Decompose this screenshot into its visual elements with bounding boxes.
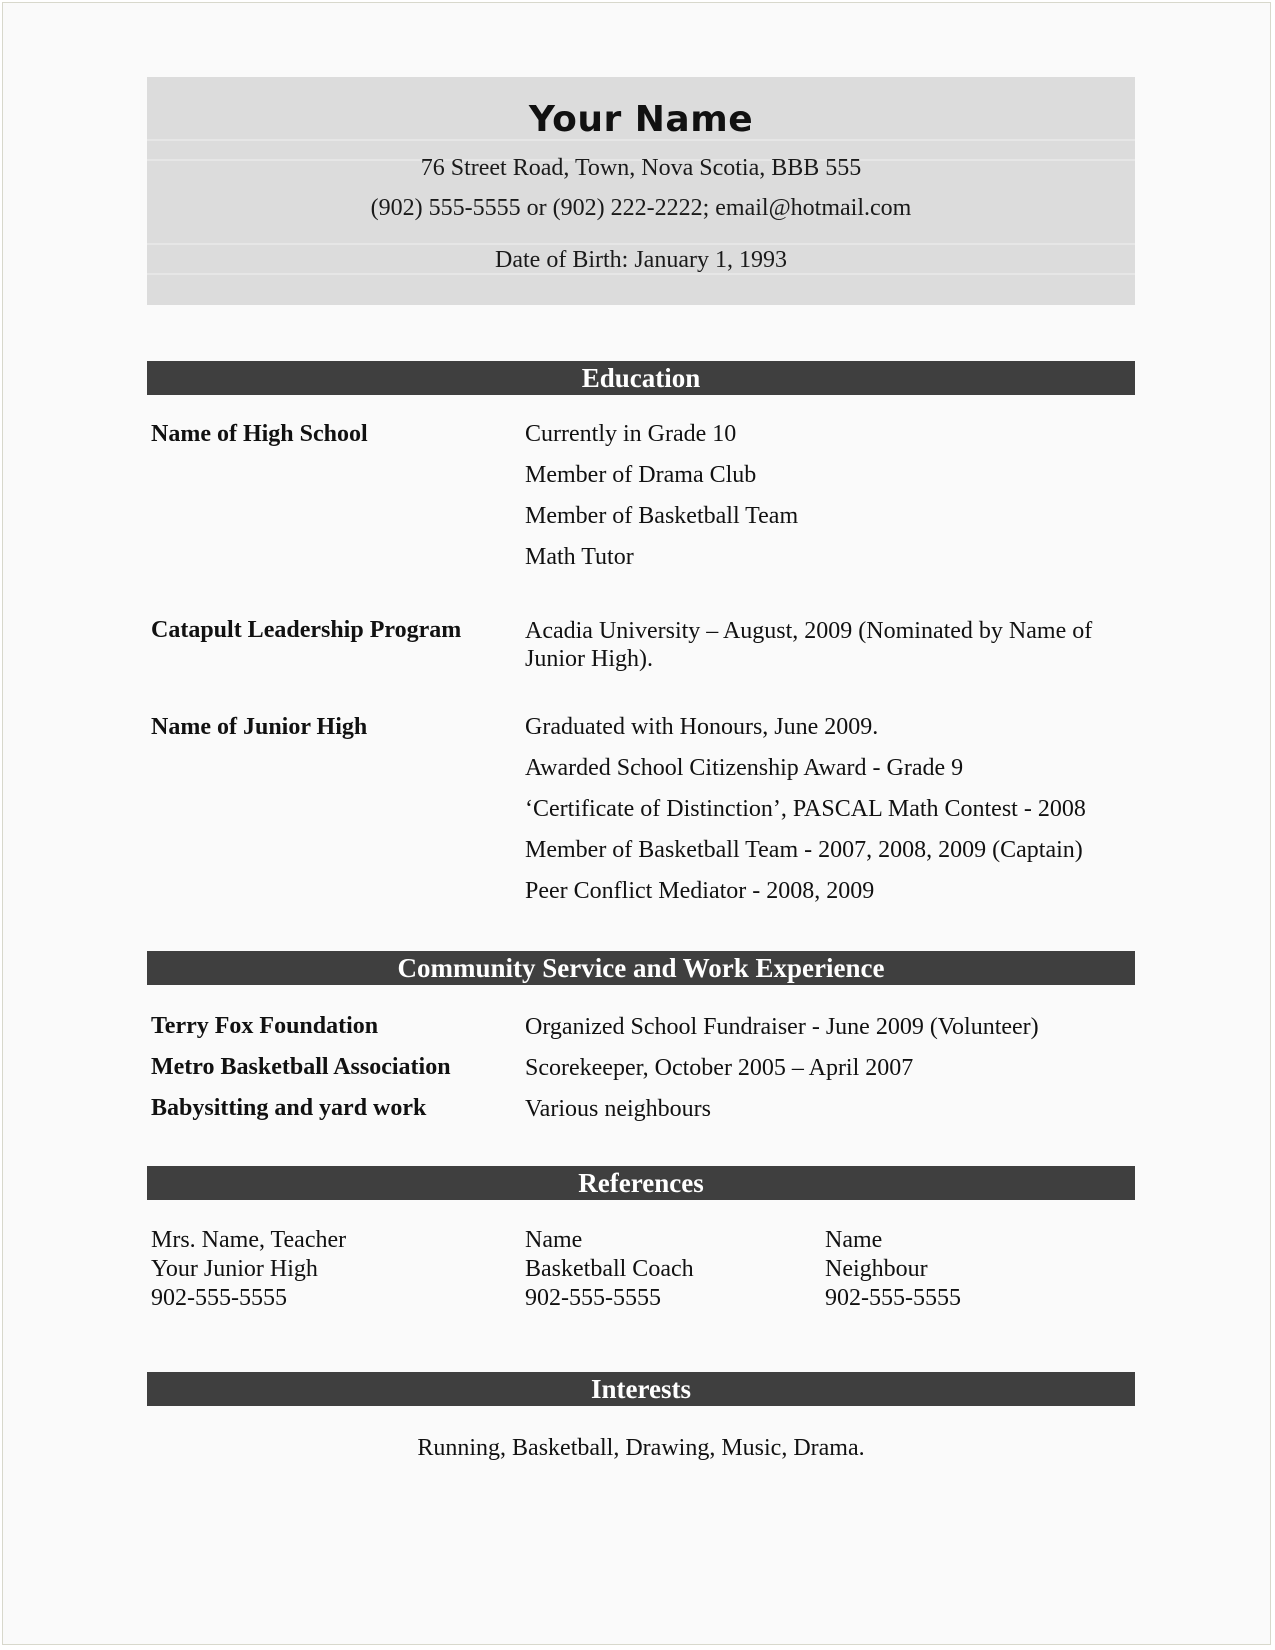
section-heading-community: Community Service and Work Experience <box>147 951 1135 985</box>
entry-detail: Various neighbours <box>525 1096 711 1122</box>
detail-item: Graduated with Honours, June 2009. <box>525 714 879 740</box>
entry-label: Catapult Leadership Program <box>151 617 462 643</box>
contact-line: (902) 555-5555 or (902) 222-2222; email@hotmail.com <box>370 195 912 221</box>
header-box <box>147 77 1135 305</box>
entry-label: Babysitting and yard work <box>151 1095 427 1121</box>
entry-details <box>525 707 1131 912</box>
entry-label: Name of High School <box>151 421 368 447</box>
entry-details <box>525 617 1131 673</box>
detail-item: Member of Drama Club <box>525 462 757 488</box>
detail-item: Acadia University – August, 2009 (Nominated by Name of <box>525 618 1093 644</box>
reference-card <box>151 1226 346 1313</box>
detail-item: Peer Conflict Mediator - 2008, 2009 <box>525 878 875 904</box>
detail-item: Awarded School Citizenship Award - Grade 9 <box>525 755 964 781</box>
entry-detail: Scorekeeper, October 2005 – April 2007 <box>525 1055 914 1081</box>
header-stripe <box>147 243 1135 245</box>
interests-text: Running, Basketball, Drawing, Music, Drama. <box>417 1435 865 1461</box>
reference-phone: 902-555-5555 <box>825 1285 961 1311</box>
section-heading-references: References <box>147 1166 1135 1200</box>
reference-name: Name <box>525 1227 583 1253</box>
reference-phone: 902-555-5555 <box>151 1285 287 1311</box>
reference-role: Your Junior High <box>151 1256 318 1282</box>
address-line: 76 Street Road, Town, Nova Scotia, BBB 555 <box>420 155 862 181</box>
resume-name: Your Name <box>528 99 754 140</box>
entry-details <box>525 414 1131 578</box>
detail-item: Junior High). <box>525 646 653 672</box>
detail-item: Member of Basketball Team - 2007, 2008, 2009 (Captain) <box>525 837 1083 863</box>
detail-item: Member of Basketball Team <box>525 503 799 529</box>
entry-detail: Organized School Fundraiser - June 2009 (Volunteer) <box>525 1014 1039 1040</box>
reference-role: Neighbour <box>825 1256 928 1282</box>
reference-card <box>825 1226 961 1313</box>
detail-item: Currently in Grade 10 <box>525 421 737 447</box>
detail-item: Math Tutor <box>525 544 634 570</box>
reference-phone: 902-555-5555 <box>525 1285 661 1311</box>
entry-label: Terry Fox Foundation <box>151 1013 379 1039</box>
reference-name: Mrs. Name, Teacher <box>151 1227 347 1253</box>
entry-label: Name of Junior High <box>151 714 368 740</box>
date-of-birth: Date of Birth: January 1, 1993 <box>495 247 787 273</box>
section-heading-interests: Interests <box>147 1372 1135 1406</box>
resume-page <box>2 2 1271 1645</box>
detail-item: ‘Certificate of Distinction’, PASCAL Math Contest - 2008 <box>525 796 1086 822</box>
reference-role: Basketball Coach <box>525 1256 694 1282</box>
section-heading-education: Education <box>147 361 1135 395</box>
reference-card <box>525 1226 694 1313</box>
reference-name: Name <box>825 1227 883 1253</box>
entry-label: Metro Basketball Association <box>151 1054 451 1080</box>
